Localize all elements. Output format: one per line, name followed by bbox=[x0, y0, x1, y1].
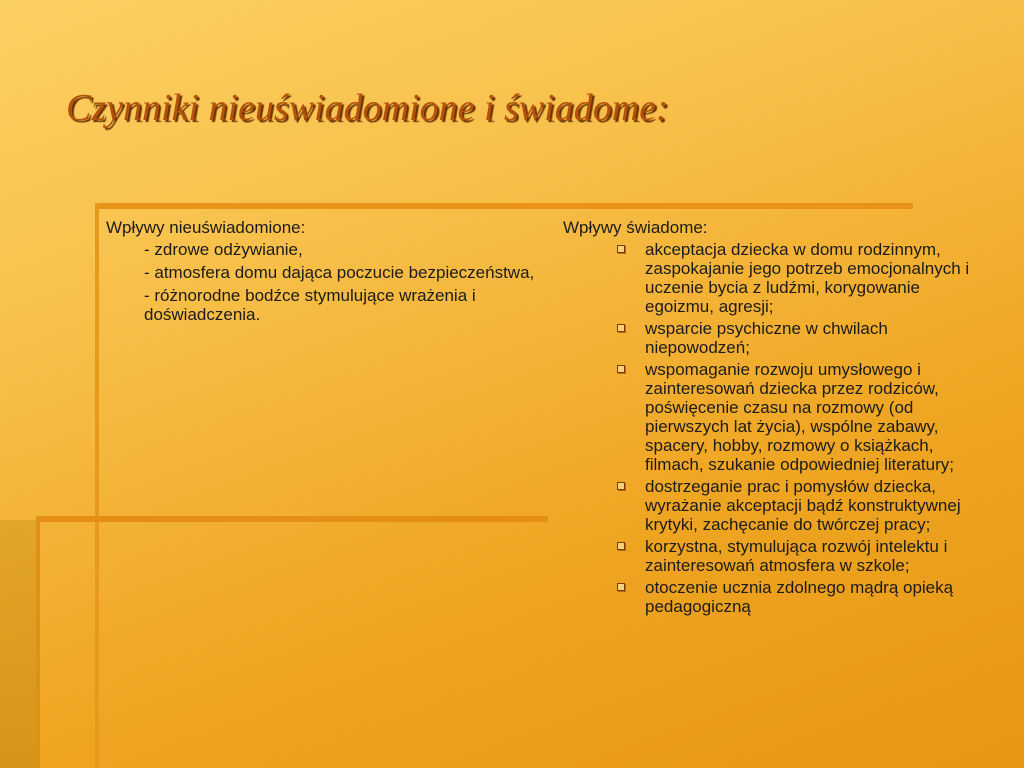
left-list-item: - atmosfera domu dająca poczucie bezpieczeństwa, bbox=[144, 263, 535, 282]
bullet-item bbox=[563, 240, 993, 316]
left-column-heading: Wpływy nieuświadomione: bbox=[106, 218, 306, 237]
left-list-item: - różnorodne bodźce stymulujące wrażenia i doświadczenia. bbox=[144, 286, 476, 324]
bullet-text: otoczenie ucznia zdolnego mądrą opieką pedagogiczną bbox=[645, 578, 954, 616]
square-bullet-icon bbox=[617, 482, 625, 490]
left-column bbox=[106, 218, 536, 328]
decorative-corner-block bbox=[0, 520, 40, 768]
right-column-heading: Wpływy świadome: bbox=[563, 218, 708, 237]
decorative-line-lower-left bbox=[36, 516, 40, 768]
bullet-item bbox=[563, 537, 993, 575]
bullet-item bbox=[563, 360, 993, 474]
bullet-text: korzystna, stymulująca rozwój intelektu i zainteresowań atmosfera w szkole; bbox=[645, 537, 948, 575]
square-bullet-icon bbox=[617, 542, 625, 550]
decorative-line-middle bbox=[36, 516, 548, 522]
slide-title: Czynniki nieuświadomione i świadome: bbox=[66, 87, 669, 129]
bullet-text: wsparcie psychiczne w chwilach niepowodzeń; bbox=[645, 319, 888, 357]
bullet-item bbox=[563, 319, 993, 357]
bullet-text: wspomaganie rozwoju umysłowego i zainteresowań dziecka przez rodziców, poświęcenie czasu na rozmowy (od pierwszych lat życia), wspólne zabawy, spacery, hobby, rozmowy o książkach, filmach, szukanie odpowiedniej literatury; bbox=[645, 360, 954, 474]
bullet-text: dostrzeganie prac i pomysłów dziecka, wyrażanie akceptacji bądź konstruktywnej krytyki, zachęcanie do twórczej pracy; bbox=[645, 477, 961, 534]
square-bullet-icon bbox=[617, 324, 625, 332]
decorative-line-top bbox=[95, 203, 913, 209]
right-bullet-list bbox=[563, 240, 993, 616]
bullet-item bbox=[563, 477, 993, 534]
right-column bbox=[563, 218, 993, 619]
decorative-line-left bbox=[95, 203, 99, 768]
left-list-item: - zdrowe odżywianie, bbox=[144, 240, 303, 259]
square-bullet-icon bbox=[617, 245, 625, 253]
square-bullet-icon bbox=[617, 365, 625, 373]
square-bullet-icon bbox=[617, 583, 625, 591]
bullet-item bbox=[563, 578, 993, 616]
bullet-text: akceptacja dziecka w domu rodzinnym, zaspokajanie jego potrzeb emocjonalnych i uczenie bycia z ludźmi, korygowanie egoizmu, agresji; bbox=[645, 240, 970, 316]
